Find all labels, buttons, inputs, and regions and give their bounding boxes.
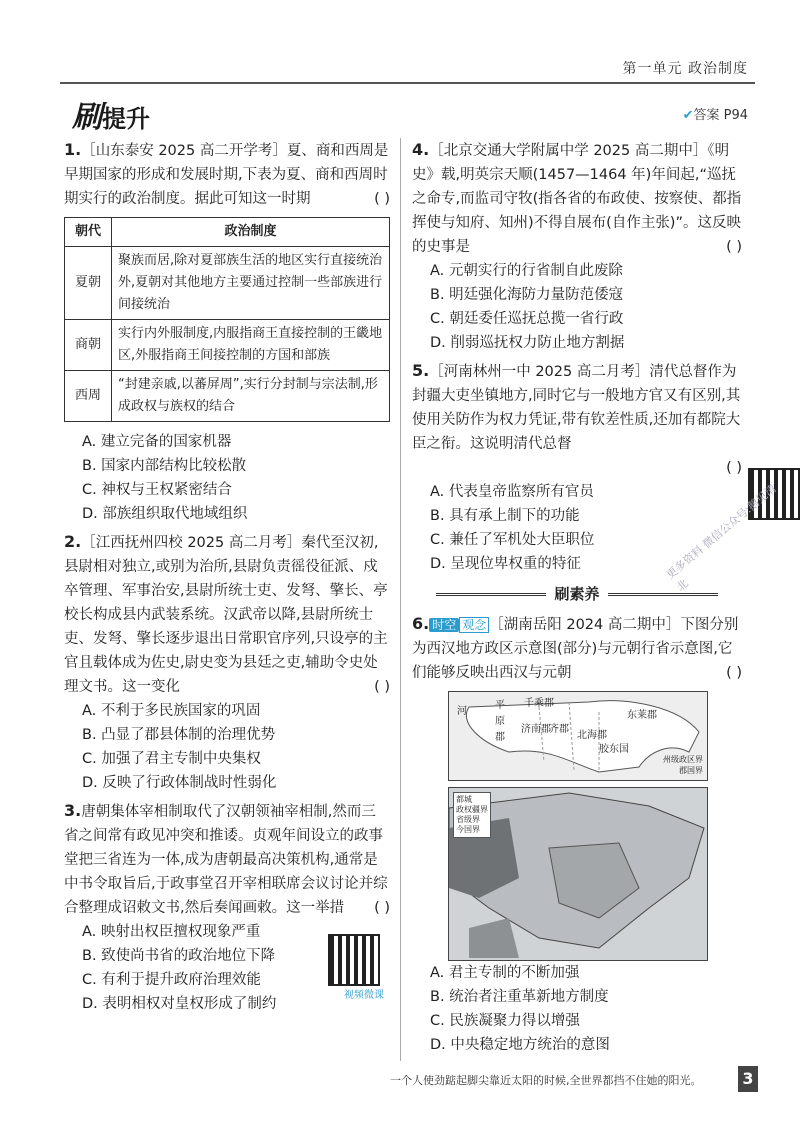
section-brand [72,92,150,136]
option[interactable]: C. 加强了君主专制中央集权 [82,751,261,767]
option[interactable]: A. 元朝实行的行省制自此废除 [430,263,623,279]
question-1: 1.［山东泰安 2025 高二开学考］夏、商和西周是早期国家的形成和发展时期,下表为夏、商和西周时期实行的政治制度。据此可知这一时期 ( ) 朝代 政治制度 夏朝 聚族而居,除对夏部族生活的地区实行直接统治外,夏朝对其他地方主要通过控制一些部族进行间接统治 商朝 实行内外服制度,内服指商王直接控制的王畿地区,外服指商王间接控制的方国和部族 西周 “封建亲戚,以蕃屏周”,实行分封制与宗法制,形成政权与族权的结合 A. 建立完备的国家机器 B. 国家内部结构比较松散 C. 神权与王权紧密结合 D. 部族组织取代地域组织 [64,138,390,526]
q1-text: ［山东泰安 2025 高二开学考］夏、商和西周是早期国家的形成和发展时期,下表为夏、商和西周时期实行的政治制度。据此可知这一时期 [64,143,389,207]
option[interactable]: B. 国家内部结构比较松散 [82,458,247,474]
header-rule [60,82,755,84]
option[interactable]: B. 凸显了郡县体制的治理优势 [82,727,276,743]
question-5: 5.［河南林州一中 2025 高二月考］清代总督作为封疆大吏坐镇地方,同时它与一般地方官又有区别,其使用关防作为权力凭证,带有钦差性质,还加有都院大臣之衔。这说明清代总督 ( ) A. 代表皇帝监察所有官员 B. 具有承上制下的功能 C. 兼任了军机处大臣职位 D. 呈现位卑权重的特征 [412,359,742,576]
option[interactable]: D. 削弱巡抚权力防止地方割据 [430,335,625,351]
page-number: 3 [738,1066,758,1092]
question-6: 6. 时空 观念 ［湖南岳阳 2024 高二期中］下图分别为西汉地方政区示意图(部分)与元朝行省示意图,它们能够反映出西汉与元朝 ( ) 平 原 郡 千乘郡 济南郡 齐郡 北海郡 东莱郡 胶东国 河 州级政区界 郡国界 都城 政权疆界 省级界 今国界 A. 君主专制的不断加强 B. 统治者注重革新地方制度 C. 民族凝聚力得以增强 D. 中央稳定地方统治的意图 [412,612,742,1057]
right-column [412,138,742,1061]
brand-text: 提升 [102,105,150,133]
question-3: 3.唐朝集体宰相制取代了汉朝领袖宰相制,然而三省之间常有政见冲突和推诿。贞观年间设立的政事堂把三省连为一体,成为唐朝最高决策机构,通常是中书令取旨后,于政事堂召开宰相联席会议讨论并综合整理成诏敕文书,然后奏闻画敕。这一举措 ( ) A. 映射出权臣擅权现象严重 B. 致使尚书省的政治地位下降 C. 有利于提升政府治理效能 D. 表明相权对皇权形成了制约 视频微课 [64,799,390,1016]
option[interactable]: A. 代表皇帝监察所有官员 [430,484,594,500]
option[interactable]: D. 表明相权对皇权形成了制约 [82,996,277,1012]
option[interactable]: B. 明廷强化海防力量防范倭寇 [430,287,624,303]
option[interactable]: B. 统治者注重革新地方制度 [430,989,609,1005]
option[interactable]: B. 具有承上制下的功能 [430,508,580,524]
option[interactable]: A. 不利于多民族国家的巩固 [82,703,261,719]
brand-big: 刷 [72,100,102,135]
map-western-han: 平 原 郡 千乘郡 济南郡 齐郡 北海郡 东莱郡 胶东国 河 州级政区界 郡国界 [448,691,708,781]
option[interactable]: A. 建立完备的国家机器 [82,434,232,450]
option[interactable]: C. 民族凝聚力得以增强 [430,1013,580,1029]
left-column [64,138,390,1020]
option[interactable]: D. 部族组织取代地域组织 [82,506,248,522]
answer-blank: ( ) [374,191,390,207]
option[interactable]: C. 神权与王权紧密结合 [82,482,232,498]
footer-quote: 一个人使劲踮起脚尖靠近太阳的时候,全世界都挡不住她的阳光。 [390,1074,702,1087]
option[interactable]: D. 中央稳定地方统治的意图 [430,1037,610,1053]
check-icon: ✔ [682,108,694,123]
answer-ref: ✔答案 P94 [682,108,748,123]
dynasty-table: 朝代 政治制度 夏朝 聚族而居,除对夏部族生活的地区实行直接统治外,夏朝对其他地方主要通过控制一些部族进行间接统治 商朝 实行内外服制度,内服指商王直接控制的王畿地区,外服指商王间接控制的方国和部族 西周 “封建亲戚,以蕃屏周”,实行分封制与宗法制,形成政权与族权的结合 [64,217,390,422]
option[interactable]: C. 朝廷委任巡抚总揽一省行政 [430,311,624,327]
map-yuan-provinces [448,787,708,961]
question-4: 4.［北京交通大学附属中学 2025 高二期中］《明史》载,明英宗天顺(1457—1464 年)年间起,“巡抚之命专,而监司守牧(指各省的布政使、按察使、都指挥使与知府、知州)不得自展布(自作主张)”。这反映的史事是 ( ) A. 元朝实行的行省制自此废除 B. 明廷强化海防力量防范倭寇 C. 朝廷委任巡抚总揽一省行政 D. 削弱巡抚权力防止地方割据 [412,138,742,355]
option[interactable]: D. 反映了行政体制战时性弱化 [82,775,277,791]
column-divider [400,138,401,1061]
map-legend: 都城 政权疆界 省级界 今国界 [453,792,491,838]
section-heading: 刷素养 [412,582,742,606]
option[interactable]: C. 有利于提升政府治理效能 [82,972,261,988]
option[interactable]: B. 致使尚书省的政治地位下降 [82,948,276,964]
unit-title: 第一单元 政治制度 [622,61,748,77]
video-qr-code[interactable] [328,934,380,986]
option[interactable]: C. 兼任了军机处大臣职位 [430,532,595,548]
video-label[interactable]: 视频微课 [344,990,384,1001]
option[interactable]: A. 映射出权臣擅权现象严重 [82,924,261,940]
watermark: 更多资料 微信公众号:鹅见清北 [663,482,779,594]
option[interactable]: A. 君主专制的不断加强 [430,965,580,981]
option[interactable]: D. 呈现位卑权重的特征 [430,556,581,572]
question-2: 2.［江西抚州四校 2025 高二月考］秦代至汉初,县尉相对独立,或别为治所,县尉负责徭役征派、戍卒管理、军事治安,县尉所统士吏、发弩、擎长、亭校长构成县内武装系统。汉武帝以降,县尉所统士吏、发弩、擎长逐步退出日常职官序列,只设亭的主官且载体成为佐史,尉史变为县廷之吏,辅助令史处理文书。这一变化 ( ) A. 不利于多民族国家的巩固 B. 凸显了郡县体制的治理优势 C. 加强了君主专制中央集权 D. 反映了行政体制战时性弱化 [64,530,390,795]
